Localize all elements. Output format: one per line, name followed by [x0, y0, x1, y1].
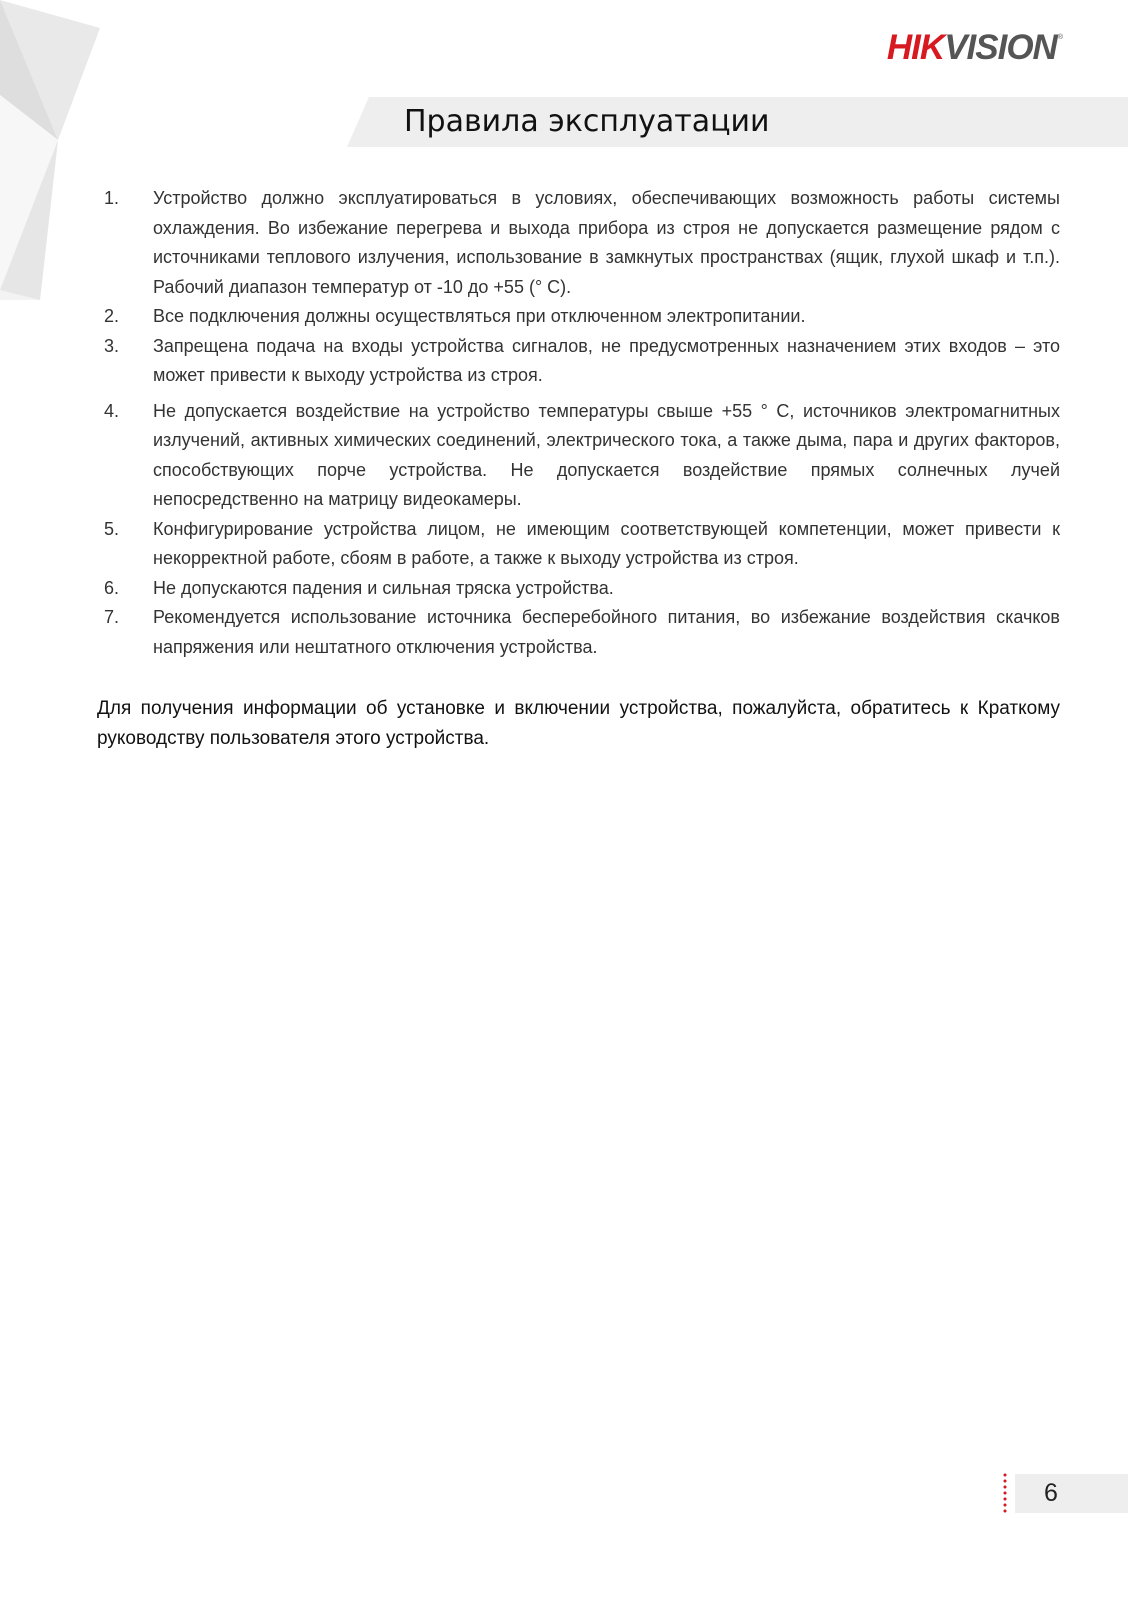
rule-number: 2. [104, 306, 120, 326]
rule-text: Все подключения должны осуществляться при отключенном электропитании. [153, 306, 806, 326]
logo-hik-text: HIK [886, 28, 945, 67]
rule-item [104, 515, 1060, 574]
page-number: 6 [1044, 1479, 1058, 1507]
rule-text: Устройство должно эксплуатироваться в условиях, обеспечивающих возможность работы системы охлаждения. Во избежание перегрева и выхода прибора из строя не допускается размещение рядом с источниками теплового излучения, использование в замкнутых пространствах (ящик, глухой шкаф и т.п.). Рабочий диапазон температур от -10 до +55 (° С). [153, 188, 1060, 297]
rule-item [104, 603, 1060, 662]
logo-vision-text: VISION [944, 28, 1057, 67]
rule-item [104, 184, 1060, 302]
rule-number: 6. [104, 577, 120, 598]
rules-list [104, 184, 1060, 662]
page-title: Правила эксплуатации [404, 104, 770, 139]
rule-number: 5. [104, 518, 120, 539]
hikvision-logo [887, 30, 1062, 65]
logo-registered-mark: ® [1057, 34, 1062, 41]
rule-text: Конфигурирование устройства лицом, не имеющим соответствующей компетенции, может привести к некорректной работе, сбоям в работе, а также к выходу устройства из строя. [153, 518, 1060, 568]
rule-item [104, 397, 1060, 515]
rule-number: 4. [104, 400, 120, 421]
rule-item [104, 302, 1060, 332]
closing-paragraph: Для получения информации об установке и включении устройства, пожалуйста, обратитесь к Краткому руководству пользователя этого устройства. [97, 698, 1060, 749]
rule-text: Не допускается воздействие на устройство температуры свыше +55 ° С, источников электромагнитных излучений, активных химических соединений, электрического тока, а также дыма, пара и других факторов, способствующих порче устройства. Не допускается воздействие прямых солнечных лучей непосредственно на матрицу видеокамеры. [153, 400, 1060, 509]
rule-number: 3. [104, 335, 120, 356]
rule-text: Рекомендуется использование источника бесперебойного питания, во избежание воздействия скачков напряжения или нештатного отключения устройства. [153, 607, 1060, 657]
rule-item [104, 574, 1060, 604]
rule-text: Не допускаются падения и сильная тряска устройства. [153, 577, 614, 598]
rule-number: 1. [104, 188, 120, 208]
rule-item [104, 332, 1060, 391]
rule-text: Запрещена подача на входы устройства сигналов, не предусмотренных назначением этих входов – это может привести к выходу устройства из строя. [153, 335, 1060, 385]
page-marker-icon [1003, 1472, 1007, 1514]
rule-number: 7. [104, 607, 120, 627]
page-number-box [1015, 1474, 1128, 1513]
corner-decoration-icon [0, 0, 110, 300]
